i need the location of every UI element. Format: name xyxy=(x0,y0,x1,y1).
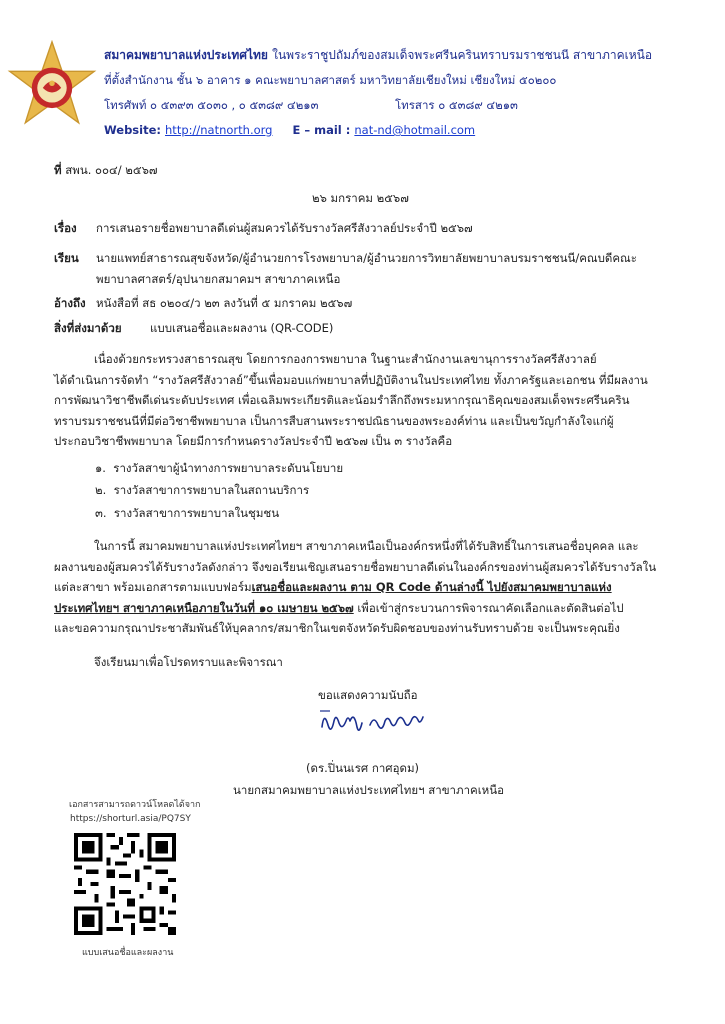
award-item xyxy=(95,482,309,500)
body-paragraph-2 xyxy=(54,536,656,639)
para1-line: เนื่องด้วยกระทรวงสาธารณสุข โดยการกองการพยาบาล ในฐานะสำนักงานเลขานุการรางวัลศรีสังวาลย์ xyxy=(94,352,597,366)
qr-caption-top: เอกสารสามารถดาวน์โหลดได้จาก xyxy=(69,800,201,810)
ref-label: ที่ xyxy=(54,163,62,177)
subject-text: การเสนอรายชื่อพยาบาลดีเด่นผู้สมควรได้รับรางวัลศรีสังวาลย์ประจำปี ๒๕๖๗ xyxy=(96,221,473,235)
para2-line xyxy=(54,598,656,619)
letterhead-contact-line xyxy=(104,123,475,137)
para2-line xyxy=(54,577,656,598)
closing-line: จึงเรียนมาเพื่อโปรดทราบและพิจารณา xyxy=(94,655,283,669)
para2-line: และขอความกรุณาประชาสัมพันธ์ให้บุคลากร/สมาชิกในเขตจังหวัดรับผิดชอบของท่านรับทราบด้วย จะเป็นพระคุณยิ่ง xyxy=(54,621,620,635)
email-label: E – mail : xyxy=(292,123,351,137)
para2-deadline: ประเทศไทยฯ สาขาภาคเหนือภายในวันที่ ๑๐ เมษายน ๒๕๖๗ xyxy=(54,600,354,615)
award-number: ๒. xyxy=(95,483,107,497)
body-paragraph-1 xyxy=(54,349,648,452)
award-item xyxy=(95,505,279,523)
signer-title: นายกสมาคมพยาบาลแห่งประเทศไทยฯ สาขาภาคเหนือ xyxy=(233,783,505,797)
para2-line: ผลงานของผู้สมควรได้รับรางวัลดังกล่าว จึงขอเรียนเชิญเสนอรายชื่อพยาบาลดีเด่นในองค์กรของท่านผู้สมควรได้รับรางวัลใน xyxy=(54,559,657,574)
reference-label: อ้างถึง xyxy=(54,296,86,310)
award-number: ๑. xyxy=(95,461,106,475)
para1-line: ได้ดำเนินการจัดทำ “รางวัลศรีสังวาลย์”ขึ้นเพื่อมอบแก่พยาบาลที่ปฏิบัติงานในประเทศไทย ทั้งภาครัฐและเอกชน ที่มีผลงาน xyxy=(54,372,648,387)
website-link[interactable]: http://natnorth.org xyxy=(165,123,273,137)
org-patronage: ในพระราชูปถัมภ์ของสมเด็จพระศรีนครินทราบรมราชชนนี สาขาภาคเหนือ xyxy=(272,48,653,62)
to-line-1: นายแพทย์สาธารณสุขจังหวัด/ผู้อำนวยการโรงพยาบาล/ผู้อำนวยการวิทยาลัยพยาบาลบรมราชชนนี/คณบดีคณะ xyxy=(96,251,637,265)
award-number: ๓. xyxy=(95,506,107,520)
association-emblem-icon xyxy=(6,40,98,132)
to-line-2: พยาบาลศาสตร์/อุปนายกสมาคมฯ สาขาภาคเหนือ xyxy=(96,272,341,286)
award-text: รางวัลสาขาการพยาบาลในสถานบริการ xyxy=(113,483,310,497)
ref-value: สพน. ๐๐๔/ ๒๕๖๗ xyxy=(65,163,158,177)
para2-text: เพื่อเข้าสู่กระบวนการพิจารณาคัดเลือกและตัดสินต่อไป xyxy=(353,600,624,615)
qr-code-icon[interactable] xyxy=(74,833,176,935)
regards-text: ขอแสดงความนับถือ xyxy=(318,688,418,702)
qr-caption-bottom: แบบเสนอชื่อและผลงาน xyxy=(82,948,174,958)
reference-text: หนังสือที่ สธ ๐๒๐๔/ว ๒๓ ลงวันที่ ๕ มกราคม ๒๕๖๗ xyxy=(96,296,353,310)
ref-number-line xyxy=(54,162,158,180)
award-text: รางวัลสาขาการพยาบาลในชุมชน xyxy=(113,506,280,520)
para1-line: การพัฒนาวิชาชีพดีเด่นระดับประเทศ เพื่อเฉลิมพระเกียรติและน้อมรำลึกถึงพระมหากรุณาธิคุณของสมเด็จพระศรีนคริน xyxy=(54,393,630,407)
qr-url[interactable]: https://shorturl.asia/PQ7SY xyxy=(70,814,191,824)
award-text: รางวัลสาขาผู้นำทางการพยาบาลระดับนโยบาย xyxy=(113,461,344,475)
para2-text: แต่ละสาขา พร้อมเอกสารตามแบบฟอร์ม xyxy=(54,580,252,594)
enclosure-text: แบบเสนอชื่อและผลงาน (QR-CODE) xyxy=(150,321,334,335)
signature-image xyxy=(318,705,433,737)
subject-label: เรื่อง xyxy=(54,221,77,235)
letterhead-address: ที่ตั้งสำนักงาน ชั้น ๖ อาคาร ๑ คณะพยาบาลศาสตร์ มหาวิทยาลัยเชียงใหม่ เชียงใหม่ ๕๐๒๐๐ xyxy=(104,73,557,87)
para2-line: ในการนี้ สมาคมพยาบาลแห่งประเทศไทยฯ สาขาภาคเหนือเป็นองค์กรหนึ่งที่ได้รับสิทธิ์ในการเสนอชื่อบุคคล และ xyxy=(94,539,639,553)
para1-line: ทราบรมราชชนนีที่มีต่อวิชาชีพพยาบาล เป็นการสืบสานพระราชปณิธานของพระองค์ท่าน และเป็นขวัญกำลังใจแก่ผู้ xyxy=(54,413,614,428)
letterhead-org-line xyxy=(104,46,652,65)
letterhead-fax: โทรสาร ๐ ๕๓๘๙ ๔๒๑๓ xyxy=(395,98,518,112)
email-link[interactable]: nat-nd@hotmail.com xyxy=(354,123,476,137)
award-item xyxy=(95,460,343,478)
to-label: เรียน xyxy=(54,251,79,265)
org-name: สมาคมพยาบาลแห่งประเทศไทย xyxy=(104,48,268,62)
website-label: Website: xyxy=(104,123,161,137)
para2-emphasis: เสนอชื่อและผลงาน ตาม QR Code ด้านล่างนี้ ไปยังสมาคมพยาบาลแห่ง xyxy=(251,580,612,594)
enclosure-label: สิ่งที่ส่งมาด้วย xyxy=(54,321,122,335)
letterhead-phone: โทรศัพท์ ๐ ๕๓๙๓ ๕๐๓๐ , ๐ ๕๓๘๙ ๔๒๑๓ xyxy=(104,98,319,112)
signer-name: (ดร.ปิ่นนเรศ กาศอุดม) xyxy=(306,761,420,775)
para1-line: ประกอบวิชาชีพพยาบาล โดยมีการกำหนดรางวัลประจำปี ๒๕๖๗ เป็น ๓ รางวัลคือ xyxy=(54,434,453,448)
letter-date: ๒๖ มกราคม ๒๕๖๗ xyxy=(312,191,409,205)
letterhead-phone-line xyxy=(104,97,518,115)
